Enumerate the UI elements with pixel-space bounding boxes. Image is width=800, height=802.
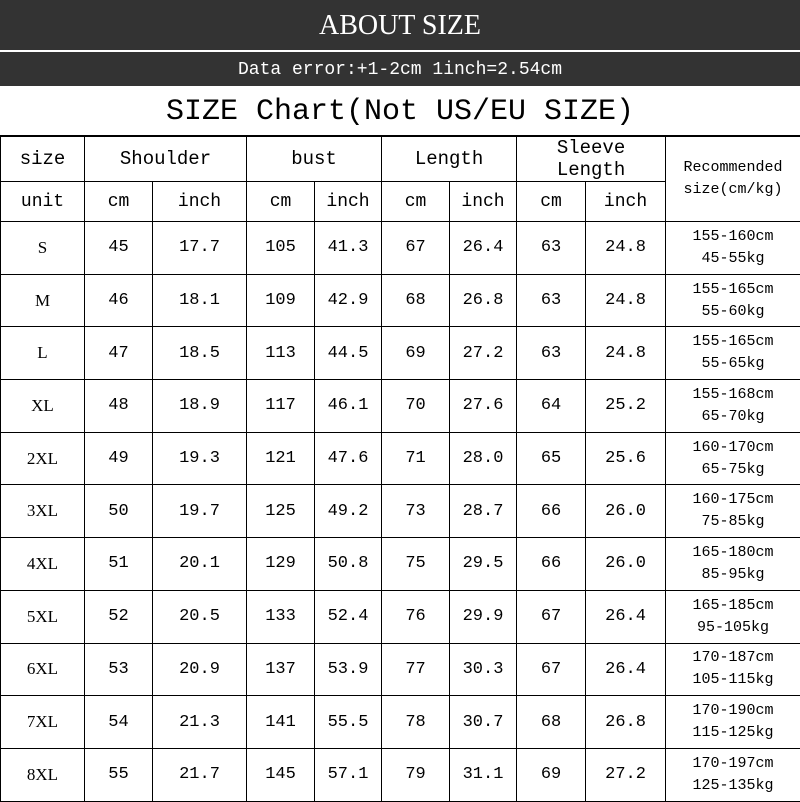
recommended-height: 165-185cm [666,595,800,617]
length-inch-cell: 30.3 [450,643,517,696]
length-cm-cell: 75 [382,538,450,591]
recommended-weight: 115-125kg [666,722,800,744]
sleeve-cm-cell: 65 [517,432,586,485]
table-row [1,748,800,801]
table-row [1,432,800,485]
bust-header: bust [247,137,382,182]
shoulder-inch-cell: 21.7 [153,748,247,801]
recommended-size-cell [666,327,800,380]
length-inch-cell: 28.7 [450,485,517,538]
sleeve-cm-cell: 66 [517,538,586,591]
shoulder-inch-cell: 19.3 [153,432,247,485]
shoulder-header: Shoulder [85,137,247,182]
size-label: M [1,274,85,327]
recommended-height: 170-190cm [666,700,800,722]
recommended-weight: 125-135kg [666,775,800,797]
recommended-weight: 65-70kg [666,406,800,428]
length-inch-header: inch [450,182,517,222]
sleeve-inch-cell: 26.0 [586,485,666,538]
sleeve-inch-cell: 26.8 [586,696,666,749]
recommended-size-cell [666,748,800,801]
about-size-banner [0,0,800,52]
table-row [1,274,800,327]
length-cm-cell: 77 [382,643,450,696]
size-label: 8XL [1,748,85,801]
bust-inch-cell: 41.3 [315,222,382,275]
size-header: size [1,137,85,182]
recommended-weight: 75-85kg [666,511,800,533]
bust-cm-cell: 125 [247,485,315,538]
shoulder-inch-cell: 20.5 [153,590,247,643]
sleeve-inch-cell: 27.2 [586,748,666,801]
recommended-weight: 65-75kg [666,459,800,481]
sleeve-cm-cell: 67 [517,643,586,696]
bust-inch-cell: 55.5 [315,696,382,749]
table-row [1,696,800,749]
shoulder-inch-cell: 20.1 [153,538,247,591]
shoulder-inch-cell: 18.1 [153,274,247,327]
recommended-size-cell [666,696,800,749]
recommended-weight: 105-115kg [666,669,800,691]
recommended-size-cell [666,538,800,591]
recommended-height: 160-170cm [666,437,800,459]
bust-inch-cell: 53.9 [315,643,382,696]
length-cm-cell: 69 [382,327,450,380]
bust-cm-cell: 105 [247,222,315,275]
recommended-size-cell [666,590,800,643]
recommended-weight: 95-105kg [666,617,800,639]
shoulder-cm-header: cm [85,182,153,222]
table-row [1,538,800,591]
size-rows [1,222,800,802]
recommended-weight: 55-60kg [666,301,800,323]
size-label: 4XL [1,538,85,591]
unit-header: unit [1,182,85,222]
table-row [1,380,800,433]
bust-cm-header: cm [247,182,315,222]
length-inch-cell: 30.7 [450,696,517,749]
size-label: 6XL [1,643,85,696]
sleeve-cm-cell: 68 [517,696,586,749]
sleeve-cm-cell: 64 [517,380,586,433]
shoulder-inch-cell: 21.3 [153,696,247,749]
table-row [1,590,800,643]
length-cm-cell: 78 [382,696,450,749]
sleeve-inch-cell: 26.0 [586,538,666,591]
shoulder-cm-cell: 52 [85,590,153,643]
sleeve-cm-cell: 63 [517,222,586,275]
sleeve-length-header: Sleeve Length [517,137,666,182]
shoulder-cm-cell: 48 [85,380,153,433]
sleeve-cm-cell: 69 [517,748,586,801]
size-label: 3XL [1,485,85,538]
sleeve-inch-cell: 25.6 [586,432,666,485]
bust-inch-cell: 50.8 [315,538,382,591]
recommended-height: 170-197cm [666,753,800,775]
header-row-main [1,137,800,182]
recommended-height: 165-180cm [666,542,800,564]
bust-cm-cell: 137 [247,643,315,696]
recommended-header-line2: size(cm/kg) [666,179,800,201]
recommended-size-cell [666,643,800,696]
length-inch-cell: 29.5 [450,538,517,591]
shoulder-inch-cell: 18.5 [153,327,247,380]
shoulder-inch-cell: 19.7 [153,485,247,538]
shoulder-cm-cell: 53 [85,643,153,696]
recommended-weight: 85-95kg [666,564,800,586]
bust-cm-cell: 113 [247,327,315,380]
recommended-height: 160-175cm [666,489,800,511]
bust-cm-cell: 117 [247,380,315,433]
bust-inch-cell: 44.5 [315,327,382,380]
size-label: 7XL [1,696,85,749]
sleeve-cm-cell: 63 [517,274,586,327]
recommended-size-header [666,137,800,222]
recommended-size-cell [666,222,800,275]
recommended-size-cell [666,485,800,538]
shoulder-cm-cell: 50 [85,485,153,538]
size-label: L [1,327,85,380]
sleeve-cm-cell: 67 [517,590,586,643]
bust-cm-cell: 121 [247,432,315,485]
bust-inch-cell: 49.2 [315,485,382,538]
shoulder-inch-cell: 17.7 [153,222,247,275]
length-header: Length [382,137,517,182]
length-cm-cell: 71 [382,432,450,485]
sleeve-cm-cell: 63 [517,327,586,380]
bust-cm-cell: 141 [247,696,315,749]
length-inch-cell: 29.9 [450,590,517,643]
size-label: 5XL [1,590,85,643]
recommended-height: 155-168cm [666,384,800,406]
size-label: XL [1,380,85,433]
sleeve-inch-cell: 25.2 [586,380,666,433]
shoulder-inch-cell: 18.9 [153,380,247,433]
bust-inch-header: inch [315,182,382,222]
recommended-height: 155-165cm [666,279,800,301]
table-row [1,327,800,380]
length-inch-cell: 27.2 [450,327,517,380]
shoulder-cm-cell: 47 [85,327,153,380]
length-inch-cell: 27.6 [450,380,517,433]
recommended-height: 170-187cm [666,647,800,669]
length-cm-cell: 70 [382,380,450,433]
length-inch-cell: 26.8 [450,274,517,327]
bust-inch-cell: 52.4 [315,590,382,643]
recommended-height: 155-160cm [666,226,800,248]
recommended-weight: 45-55kg [666,248,800,270]
size-table [0,136,800,802]
shoulder-inch-header: inch [153,182,247,222]
length-cm-cell: 76 [382,590,450,643]
length-inch-cell: 26.4 [450,222,517,275]
recommended-size-cell [666,380,800,433]
shoulder-inch-cell: 20.9 [153,643,247,696]
length-inch-cell: 28.0 [450,432,517,485]
length-cm-header: cm [382,182,450,222]
shoulder-cm-cell: 55 [85,748,153,801]
data-error-banner [0,52,800,88]
sleeve-cm-cell: 66 [517,485,586,538]
sleeve-inch-cell: 24.8 [586,274,666,327]
shoulder-cm-cell: 46 [85,274,153,327]
length-cm-cell: 67 [382,222,450,275]
recommended-weight: 55-65kg [666,353,800,375]
bust-inch-cell: 57.1 [315,748,382,801]
bust-inch-cell: 42.9 [315,274,382,327]
bust-cm-cell: 145 [247,748,315,801]
table-row [1,485,800,538]
sleeve-cm-header: cm [517,182,586,222]
shoulder-cm-cell: 45 [85,222,153,275]
recommended-height: 155-165cm [666,331,800,353]
bust-cm-cell: 109 [247,274,315,327]
size-label: S [1,222,85,275]
sleeve-inch-cell: 24.8 [586,327,666,380]
length-cm-cell: 79 [382,748,450,801]
sleeve-inch-cell: 26.4 [586,590,666,643]
bust-cm-cell: 133 [247,590,315,643]
shoulder-cm-cell: 51 [85,538,153,591]
size-label: 2XL [1,432,85,485]
data-error-note: Data error:+1-2cm 1inch=2.54cm [238,60,562,80]
length-cm-cell: 73 [382,485,450,538]
recommended-size-cell [666,274,800,327]
bust-inch-cell: 47.6 [315,432,382,485]
shoulder-cm-cell: 49 [85,432,153,485]
recommended-header-line1: Recommended [666,157,800,179]
table-row [1,643,800,696]
size-chart-title: SIZE Chart(Not US/EU SIZE) [0,88,800,136]
length-cm-cell: 68 [382,274,450,327]
sleeve-inch-cell: 26.4 [586,643,666,696]
sleeve-inch-cell: 24.8 [586,222,666,275]
sleeve-inch-header: inch [586,182,666,222]
bust-cm-cell: 129 [247,538,315,591]
bust-inch-cell: 46.1 [315,380,382,433]
recommended-size-cell [666,432,800,485]
table-row [1,222,800,275]
length-inch-cell: 31.1 [450,748,517,801]
shoulder-cm-cell: 54 [85,696,153,749]
about-size-title: ABOUT SIZE [319,10,481,41]
